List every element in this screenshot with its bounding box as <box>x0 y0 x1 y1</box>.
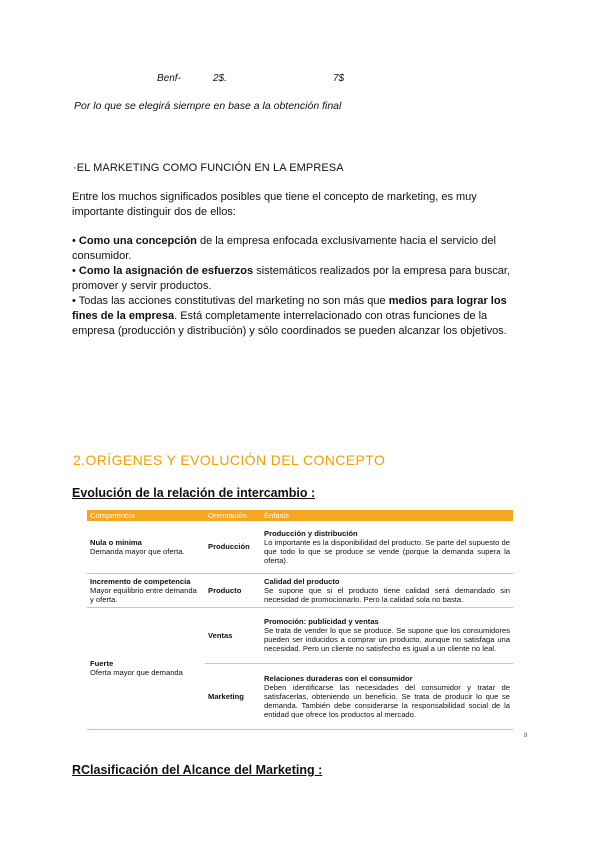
bullet-item: • Todas las acciones constitutivas del marketing no son más que medios para lograr los fines de la empresa. Está completamente interrelacionado con otras funciones de la empresa (producción y distribución) y sólo coordinados se pueden alcanzar los objetivos. <box>72 295 507 337</box>
table-row <box>87 607 513 663</box>
cell-competencia: Fuerte Oferta mayor que demanda <box>87 607 205 729</box>
benefit-value-1: 2$. <box>213 73 227 84</box>
bullet-list <box>72 234 527 339</box>
cell-enfasis: Relaciones duraderas con el consumidor Deben identificarse las necesidades del consumidor y tratar de satisfacerlas, obteniendo un beneficio. Se trata de producir lo que se demanda. También debe considerarse la responsabilidad social de la entidad que ofrece los productos al mercado. <box>261 663 513 729</box>
header-competencia: Competencia <box>87 510 205 521</box>
table-header-row <box>87 510 513 521</box>
conclusion-text: Por lo que se elegirá siempre en base a la obtención final <box>74 100 342 112</box>
cell-orientacion: Marketing <box>205 663 261 729</box>
cell-enfasis: Promoción: publicidad y ventas Se trata de vender lo que se produce. Se supone que los consumidores pueden ser inducidos a comprar un producto, aunque no satisfaga una necesidad. Pero un cliente no satisfecho es igual a un cliente no leal. <box>261 607 513 663</box>
cell-enfasis: Producción y distribución Lo importante es la disponibilidad del producto. Se parte del supuesto de que todo lo que se produce se vende (porque la demanda supera la oferta). <box>261 521 513 573</box>
header-enfasis: Énfasis <box>261 510 513 521</box>
cell-competencia: Nula o mínima Demanda mayor que oferta. <box>87 521 205 573</box>
cell-orientacion: Producto <box>205 573 261 607</box>
cell-orientacion: Producción <box>205 521 261 573</box>
classification-heading: RClasificación del Alcance del Marketing : <box>72 763 323 777</box>
cell-orientacion: Ventas <box>205 607 261 663</box>
cell-competencia: Incremento de competencia Mayor equilibrio entre demanda y oferta. <box>87 573 205 607</box>
table-row <box>87 573 513 607</box>
benefit-label: Benf- <box>157 73 181 84</box>
table-row <box>87 521 513 573</box>
section-title: 2.ORÍGENES Y EVOLUCIÓN DEL CONCEPTO <box>73 452 386 468</box>
exchange-heading: Evolución de la relación de intercambio : <box>72 486 316 500</box>
intro-paragraph: Entre los muchos significados posibles que tiene el concepto de marketing, es muy importante distinguir dos de ellos: <box>72 191 477 218</box>
marketing-heading: ·EL MARKETING COMO FUNCIÓN EN LA EMPRESA <box>73 162 344 174</box>
exchange-table <box>87 510 513 730</box>
bullet-item: • Como la asignación de esfuerzos sistemáticos realizados por la empresa para buscar, promover y servir productos. <box>72 265 510 292</box>
bullet-item: • Como una concepción de la empresa enfocada exclusivamente hacia el servicio del consumidor. <box>72 235 496 262</box>
header-orientacion: Orientación <box>205 510 261 521</box>
benefit-value-2: 7$ <box>333 73 345 84</box>
cell-enfasis: Calidad del producto Se supone que si el producto tiene calidad será demandado sin necesidad de promocionarlo. Pero la calidad sola no basta. <box>261 573 513 607</box>
page-number: 8 <box>524 733 528 739</box>
